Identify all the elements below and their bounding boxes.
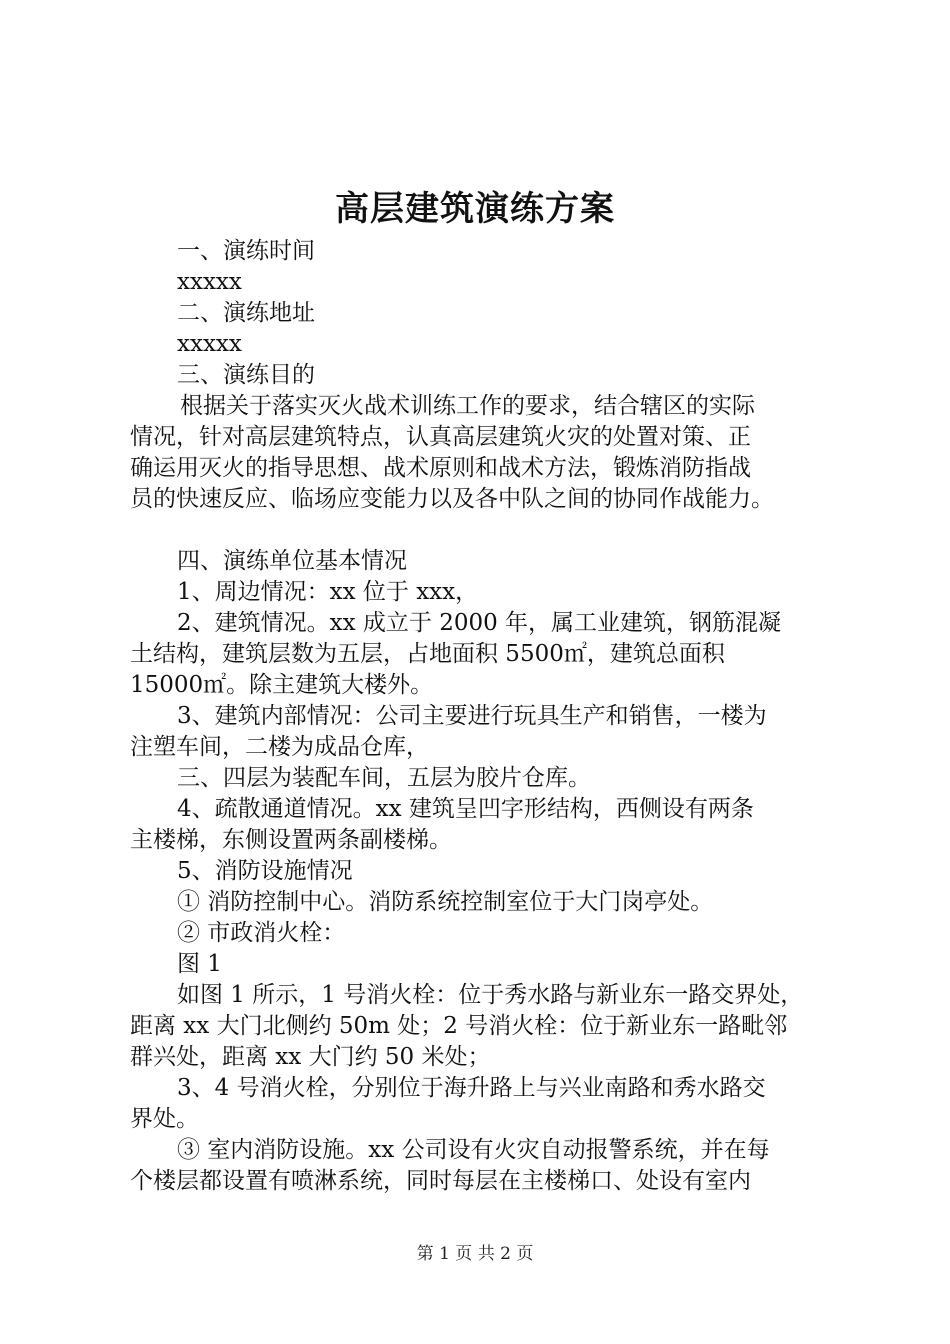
body-line: 15000㎡。除主建筑大楼外。 <box>130 672 434 698</box>
body-line: 情况，针对高层建筑特点，认真高层建筑火灾的处置对策、正 <box>130 424 751 450</box>
figure-reference: 图 1 <box>177 951 222 977</box>
section-heading-time: 一、演练时间 <box>177 238 315 264</box>
body-line: ① 消防控制中心。消防系统控制室位于大门岗亭处。 <box>177 889 714 915</box>
body-line: 员的快速反应、临场应变能力以及各中队之间的协同作战能力。 <box>130 486 774 512</box>
section-heading-location: 二、演练地址 <box>177 300 315 326</box>
page-number-footer: 第 1 页 共 2 页 <box>416 1244 534 1264</box>
document-title: 高层建筑演练方案 <box>335 189 615 229</box>
body-line: 3、4 号消火栓，分别位于海升路上与兴业南路和秀水路交 <box>177 1075 766 1101</box>
drill-location-value: xxxxx <box>177 331 242 357</box>
body-line: 土结构，建筑层数为五层，占地面积 5500㎡，建筑总面积 <box>130 641 725 667</box>
paragraph-gap <box>130 515 840 546</box>
body-line: 距离 xx 大门北侧约 50m 处；2 号消火栓：位于新业东一路毗邻 <box>130 1013 788 1039</box>
drill-time-value: xxxxx <box>177 269 242 295</box>
body-line: 群兴处，距离 xx 大门约 50 米处； <box>130 1044 491 1070</box>
body-line: 3、建筑内部情况：公司主要进行玩具生产和销售，一楼为 <box>177 703 767 729</box>
body-line: 个楼层都设置有喷淋系统，同时每层在主楼梯口、处设有室内 <box>130 1168 751 1194</box>
body-line: 2、建筑情况。xx 成立于 2000 年，属工业建筑，钢筋混凝 <box>177 610 782 636</box>
body-line: 主楼梯，东侧设置两条副楼梯。 <box>130 827 452 853</box>
body-line: 注塑车间，二楼为成品仓库， <box>130 734 429 760</box>
body-line: 三、四层为装配车间，五层为胶片仓库。 <box>177 765 591 791</box>
body-line: 4、疏散通道情况。xx 建筑呈凹字形结构，西侧设有两条 <box>177 796 754 822</box>
body-line: 界处。 <box>130 1106 199 1132</box>
body-line: ② 市政消火栓： <box>177 920 346 946</box>
section-heading-unit-info: 四、演练单位基本情况 <box>177 548 407 574</box>
body-line: 确运用灭火的指导思想、战术原则和战术方法，锻炼消防指战 <box>130 455 751 481</box>
body-line: ③ 室内消防设施。xx 公司设有火灾自动报警系统，并在每 <box>177 1137 770 1163</box>
section-heading-purpose: 三、演练目的 <box>177 362 315 388</box>
body-line: 1、周边情况：xx 位于 xxx， <box>177 579 479 605</box>
body-line: 如图 1 所示，1 号消火栓：位于秀水路与新业东一路交界处， <box>177 982 804 1008</box>
body-line: 5、消防设施情况 <box>177 858 353 884</box>
body-line: 根据关于落实灭火战术训练工作的要求，结合辖区的实际 <box>180 393 755 419</box>
document-body <box>130 236 840 1197</box>
